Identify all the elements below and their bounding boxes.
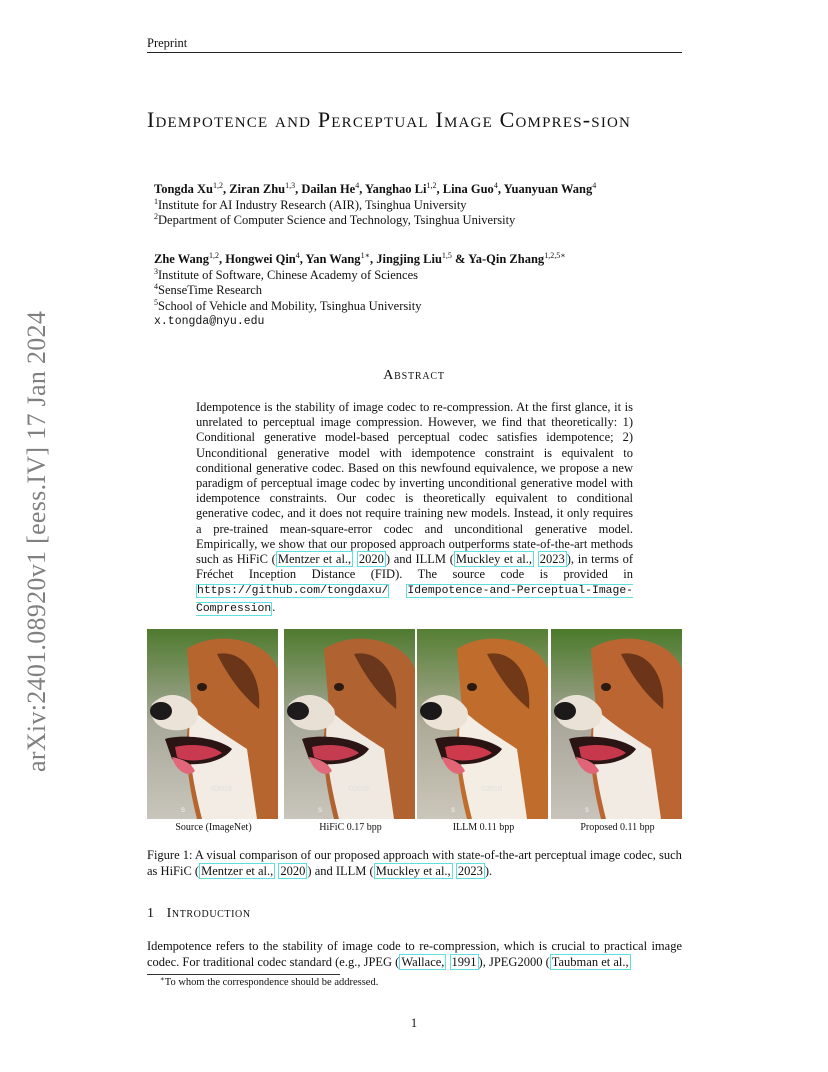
running-header: Preprint bbox=[147, 36, 188, 50]
watermark-text: ©2010 bbox=[211, 786, 232, 793]
contact-email[interactable]: x.tongda@nyu.edu bbox=[154, 315, 265, 328]
watermark-text: ©2010 bbox=[348, 786, 369, 793]
panel-label-hific: HiFiC 0.17 bpp bbox=[319, 822, 382, 833]
section-number: 1 bbox=[147, 906, 155, 921]
introduction-body: Idempotence refers to the stability of image code to re-compression, which is crucial to practical image codec. For traditional codec standard (e.g., JPEG ( Wallace, 1991 ), JPEG2000 ( Taubman et al., bbox=[147, 939, 682, 969]
citation-link[interactable]: 2023 bbox=[457, 863, 483, 878]
figure-panel-illm bbox=[417, 629, 548, 819]
paper-title: Idempotence and Perceptual Image Compres-sion bbox=[147, 107, 632, 132]
source-code-link[interactable]: Idempotence-and-Perceptual-Image-Compression bbox=[196, 585, 633, 615]
figure-panel-hific bbox=[284, 629, 415, 819]
panel-label-proposed: Proposed 0.11 bpp bbox=[580, 822, 655, 833]
watermark-text: ©2010 bbox=[481, 786, 502, 793]
figure-caption: Figure 1: A visual comparison of our proposed approach with state-of-the-art perceptual image codec, such as HiFiC ( Mentzer et al., 2020 ) and ILLM ( Muckley et al., 2023 ). bbox=[147, 848, 682, 878]
author-group-1 bbox=[154, 182, 596, 229]
affiliation-1: $^1$Institute for AI Industry Research (AIR), Tsinghua University bbox=[154, 196, 467, 212]
footnote: ∗To whom the correspondence should be addressed. bbox=[160, 975, 379, 988]
dog-image bbox=[551, 629, 682, 819]
author-names-1: Tongda Xu$^{1,2}$, Ziran Zhu$^{1,3}$, Dailan He$^4$, Yanghao Li$^{1,2}$, Lina Guo$^4$, Yuanyuan Wang$^4$ bbox=[154, 181, 597, 196]
citation-link[interactable]: Taubman et al., bbox=[551, 954, 629, 969]
author-names-2: Zhe Wang$^{1,2}$, Hongwei Qin$^4$, Yan Wang$^{1∗}$, Jingjing Liu$^{1,5}$ & Ya-Qin Zhang$^{1,2,5∗}$ bbox=[154, 251, 566, 266]
source-code-link[interactable]: https://github.com/tongdaxu/ bbox=[197, 585, 389, 598]
figure-1 bbox=[147, 629, 682, 819]
dog-image bbox=[147, 629, 278, 819]
affiliation-2: $^2$Department of Computer Science and Technology, Tsinghua University bbox=[154, 212, 516, 227]
arxiv-identifier[interactable]: arXiv:2401.08920v1 [eess.IV] 17 Jan 2024 bbox=[22, 310, 51, 772]
citation-link[interactable]: Mentzer et al., bbox=[277, 552, 352, 567]
page-number: 1 bbox=[410, 1016, 418, 1030]
citation-link[interactable]: 1991 bbox=[451, 954, 477, 969]
affiliation-4: $^4$SenseTime Research bbox=[154, 282, 263, 297]
citation-link[interactable]: 2020 bbox=[358, 552, 384, 567]
affiliation-5: $^5$School of Vehicle and Mobility, Tsinghua University bbox=[154, 297, 422, 313]
dog-image bbox=[284, 629, 415, 819]
panel-mark: s bbox=[451, 805, 455, 814]
figure-panel-proposed bbox=[551, 629, 682, 819]
abstract-heading: Abstract bbox=[383, 368, 445, 383]
panel-mark: s bbox=[585, 805, 589, 814]
dog-image bbox=[417, 629, 548, 819]
figure-panel-source bbox=[147, 629, 278, 819]
footnote-rule bbox=[147, 974, 340, 975]
citation-link[interactable]: 2023 bbox=[539, 552, 565, 567]
abstract-body: Idempotence is the stability of image codec to re-compression. At the first glance, it is unrelated to perceptual image compression. However, we find that theoretically: 1) Conditional generative model-based perceptual codec satisfies idempotence; 2) Unconditional generative model with idempotence constraint is equivalent to conditional generative codec. Based on this newfound equivalence, we propose a new paradigm of perceptual image codec by inverting unconditional generative model with idempotence constraints. Our codec is theoretically equivalent to conditional generative codec, and it does not require training new models. Instead, it only requires a pre-trained mean-square-error codec and unconditional generative model. Empirically, we show that our proposed approach outperforms state-of-the-art methods such as HiFiC ( Mentzer et al., 2020 ) and ILLM ( Muckley et al., 2023 ), in terms of Fréchet Inception Distance (FID). The source code is provided in https://github.com/tongdaxu/ Idempotence-and-Perceptual-Image-Compression. bbox=[196, 400, 634, 615]
author-group-2 bbox=[154, 252, 566, 330]
citation-link[interactable]: Muckley et al., bbox=[455, 552, 533, 567]
citation-link[interactable]: Wallace, bbox=[401, 954, 445, 969]
header-rule bbox=[147, 52, 682, 53]
citation-link[interactable]: 2020 bbox=[280, 863, 306, 878]
panel-mark: s bbox=[181, 805, 185, 814]
section-heading bbox=[147, 906, 251, 922]
panel-label-source: Source (ImageNet) bbox=[175, 822, 252, 833]
citation-link[interactable]: Mentzer et al., bbox=[201, 863, 274, 878]
citation-link[interactable]: Muckley et al., bbox=[375, 863, 451, 878]
section-title: Introduction bbox=[166, 906, 251, 921]
panel-mark: s bbox=[318, 805, 322, 814]
affiliation-3: $^3$Institute of Software, Chinese Academy of Sciences bbox=[154, 266, 418, 282]
panel-label-illm: ILLM 0.11 bpp bbox=[452, 822, 515, 833]
